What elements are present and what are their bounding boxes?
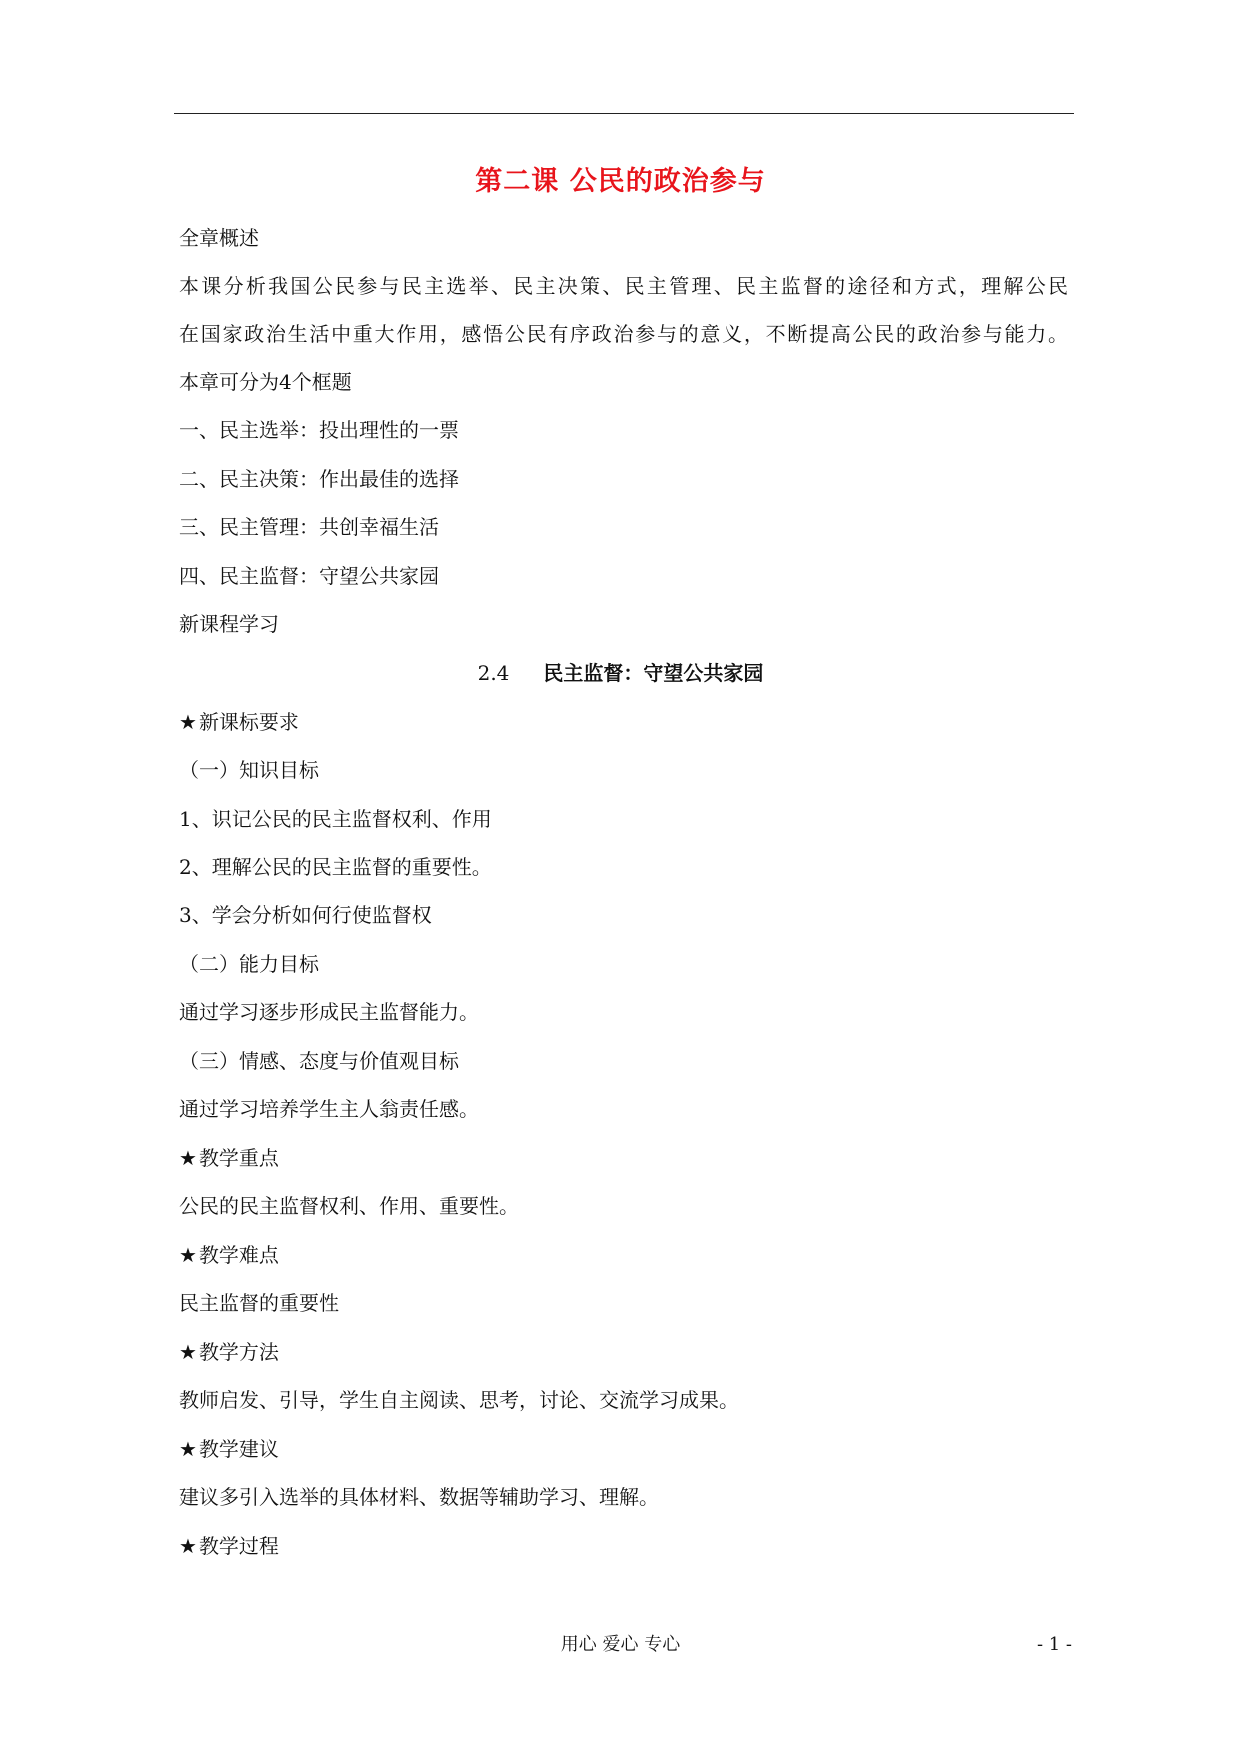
difficulty-heading: ★ 教学难点: [179, 1243, 279, 1267]
frames-intro: 本章可分为4个框题: [179, 370, 352, 394]
suggestion-heading: ★ 教学建议: [179, 1437, 279, 1461]
overview-line-2: 在国家政治生活中重大作用，感悟公民有序政治参与的意义，不断提高公民的政治参与能力。: [179, 322, 1068, 346]
star-icon: ★: [179, 1437, 197, 1461]
ability-heading: （二）能力目标: [179, 952, 319, 976]
star-icon: ★: [179, 1534, 197, 1558]
footer-text: 用心 爱心 专心: [560, 1634, 681, 1655]
star-icon: ★: [179, 1146, 197, 1170]
key-points-heading: ★ 教学重点: [179, 1146, 279, 1170]
emotion-heading: （三）情感、态度与价值观目标: [179, 1049, 459, 1073]
star-icon: ★: [179, 710, 197, 734]
star-icon: ★: [179, 1243, 197, 1267]
emotion-text: 通过学习培养学生主人翁责任感。: [179, 1097, 479, 1121]
section-title: 民主监督：守望公共家园: [543, 661, 764, 685]
page-title: 第二课 公民的政治参与: [475, 166, 766, 197]
overview-line-1: 本课分析我国公民参与民主选举、民主决策、民主管理、民主监督的途径和方式，理解公民: [179, 274, 1068, 298]
knowledge-item-3: 3、学会分析如何行使监督权: [179, 903, 432, 927]
frame-item-4: 四、民主监督：守望公共家园: [179, 564, 439, 588]
frame-item-1: 一、民主选举：投出理性的一票: [179, 418, 459, 442]
key-points-text: 公民的民主监督权利、作用、重要性。: [179, 1194, 519, 1218]
knowledge-item-1: 1、识记公民的民主监督权利、作用: [179, 807, 492, 831]
process-heading: ★ 教学过程: [179, 1534, 279, 1558]
requirements-heading: ★ 新课标要求: [179, 710, 299, 734]
frame-item-2: 二、民主决策：作出最佳的选择: [179, 467, 459, 491]
section-heading: [0, 658, 1241, 688]
suggestion-text: 建议多引入选举的具体材料、数据等辅助学习、理解。: [179, 1485, 659, 1509]
header-rule: [174, 113, 1074, 114]
new-course-label: 新课程学习: [179, 612, 279, 636]
overview-heading: 全章概述: [179, 226, 259, 250]
difficulty-text: 民主监督的重要性: [179, 1291, 339, 1315]
page-number: - 1 -: [1036, 1634, 1072, 1655]
frame-item-3: 三、民主管理：共创幸福生活: [179, 515, 439, 539]
method-heading: ★ 教学方法: [179, 1340, 279, 1364]
knowledge-item-2: 2、理解公民的民主监督的重要性。: [179, 855, 492, 879]
section-number: 2.4: [477, 661, 510, 685]
knowledge-heading: （一）知识目标: [179, 758, 319, 782]
method-text: 教师启发、引导，学生自主阅读、思考，讨论、交流学习成果。: [179, 1388, 739, 1412]
star-icon: ★: [179, 1340, 197, 1364]
ability-text: 通过学习逐步形成民主监督能力。: [179, 1000, 479, 1024]
